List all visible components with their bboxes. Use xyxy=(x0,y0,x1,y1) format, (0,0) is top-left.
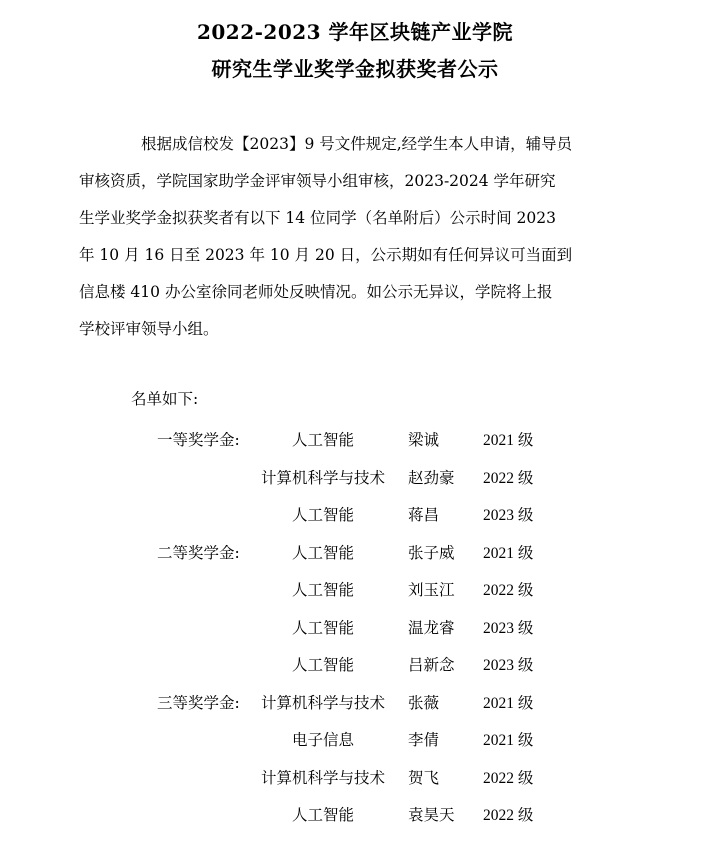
student-name: 赵劲豪 xyxy=(408,468,455,487)
awardee-row xyxy=(0,728,710,765)
awardee-row xyxy=(0,653,710,690)
grade: 2021 级 xyxy=(483,694,534,712)
awardee-row xyxy=(0,541,710,578)
major: 人工智能 xyxy=(291,431,354,449)
awardee-row xyxy=(0,428,710,465)
student-name: 刘玉江 xyxy=(408,581,455,599)
student-name: 温龙睿 xyxy=(408,618,455,637)
paragraph-line: 学校评审领导小组。 xyxy=(79,320,219,338)
student-name: 张薇 xyxy=(408,693,440,712)
student-name: 李倩 xyxy=(408,731,440,749)
awardee-row xyxy=(0,578,710,615)
grade: 2023 级 xyxy=(483,619,534,637)
grade: 2022 级 xyxy=(483,807,534,824)
grade: 2021 级 xyxy=(483,432,534,449)
major: 人工智能 xyxy=(291,543,354,562)
grade: 2021 级 xyxy=(483,732,534,749)
student-name: 吕新念 xyxy=(408,656,455,674)
grade: 2021 级 xyxy=(483,544,534,562)
list-header: 名单如下: xyxy=(131,390,199,408)
awardee-row xyxy=(0,803,710,840)
awardee-row xyxy=(0,616,710,653)
student-name: 蒋昌 xyxy=(408,506,440,524)
major: 人工智能 xyxy=(291,581,354,599)
page-subtitle: 研究生学业奖学金拟获奖者公示 xyxy=(211,57,499,81)
major: 电子信息 xyxy=(291,731,354,749)
awardee-row xyxy=(0,503,710,540)
announcement-paragraph xyxy=(79,126,639,348)
grade: 2022 级 xyxy=(483,469,534,487)
major: 计算机科学与技术 xyxy=(260,468,385,487)
student-name: 贺飞 xyxy=(408,768,440,787)
awardee-row xyxy=(0,766,710,803)
grade: 2022 级 xyxy=(483,582,534,599)
student-name: 袁昊天 xyxy=(408,806,455,824)
major: 人工智能 xyxy=(291,618,354,637)
paragraph-line: 根据成信校发【2023】9 号文件规定,经学生本人申请，辅导员 xyxy=(141,135,573,153)
grade: 2023 级 xyxy=(483,657,534,674)
awardee-row xyxy=(0,466,710,503)
major: 人工智能 xyxy=(291,506,354,524)
award-category: 一等奖学金: xyxy=(157,431,240,449)
grade: 2023 级 xyxy=(483,507,534,524)
award-category: 三等奖学金: xyxy=(157,693,240,712)
award-category: 二等奖学金: xyxy=(157,543,240,562)
paragraph-line: 信息楼 410 办公室徐同老师处反映情况。如公示无异议，学院将上报 xyxy=(79,283,553,301)
awardee-row xyxy=(0,691,710,728)
grade: 2022 级 xyxy=(483,769,534,787)
paragraph-line: 审核资质，学院国家助学金评审领导小组审核，2023-2024 学年研究 xyxy=(79,172,556,190)
major: 人工智能 xyxy=(291,806,354,824)
page-title: 2022-2023 学年区块链产业学院 xyxy=(196,20,514,44)
major: 计算机科学与技术 xyxy=(260,693,385,712)
paragraph-line: 生学业奖学金拟获奖者有以下 14 位同学（名单附后）公示时间 2023 xyxy=(79,209,556,227)
student-name: 梁诚 xyxy=(408,431,440,449)
major: 人工智能 xyxy=(291,656,354,674)
paragraph-line: 年 10 月 16 日至 2023 年 10 月 20 日，公示期如有任何异议可当面到 xyxy=(79,246,573,264)
major: 计算机科学与技术 xyxy=(260,768,385,787)
student-name: 张子威 xyxy=(408,543,455,562)
